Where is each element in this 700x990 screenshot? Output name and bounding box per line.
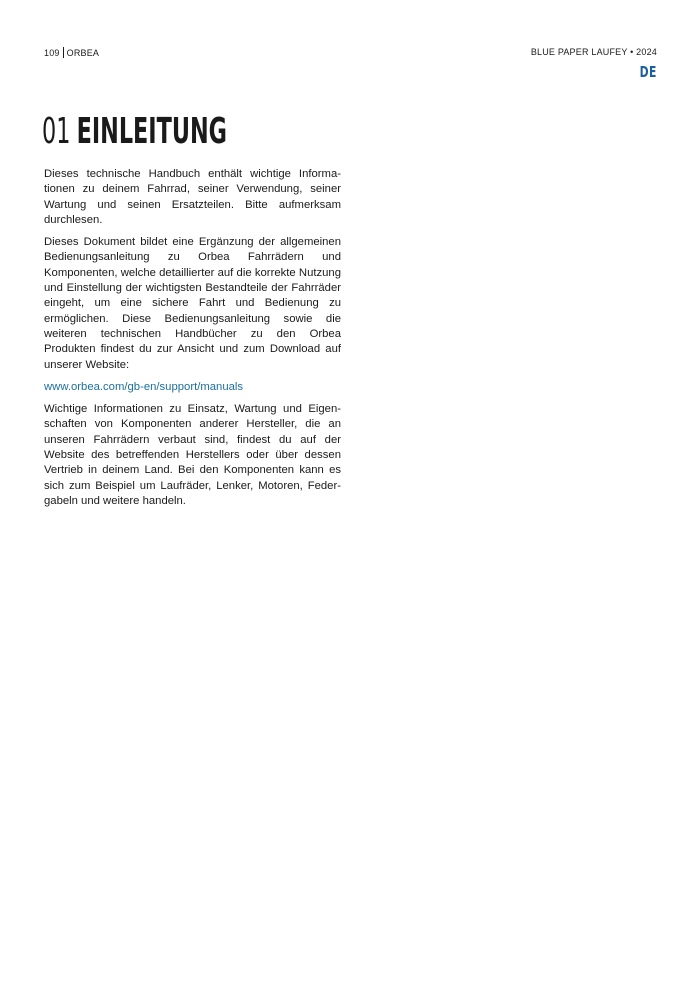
section-body bbox=[44, 167, 341, 516]
manuals-link[interactable]: www.orbea.com/gb-en/support/manuals bbox=[44, 380, 244, 393]
page-header-left bbox=[44, 47, 99, 58]
page-number: 109 bbox=[44, 47, 60, 58]
section-title: EINLEITUNG bbox=[76, 111, 227, 152]
paragraph-intro: Dieses technische Handbuch enthält wichtige Informationen zu deinem Fahrrad, seiner Verwendung, seiner Wartung und seinen Ersatzteilen. Bitte aufmerksam durchlesen. bbox=[44, 168, 341, 226]
header-divider bbox=[63, 47, 64, 58]
paragraph-components: Wichtige Informationen zu Einsatz, Wartung und Eigenschaften von Komponenten anderer Hersteller, die an unseren Fahrrädern verbaut sind, findest du auf der Website des betreffenden Herstellers oder über dessen Vertrieb in deinem Land. Bei den Komponenten kann es sich zum Beispiel um Laufräder, Lenker, Motoren, Federgabeln und weitere handeln. bbox=[44, 403, 341, 507]
language-badge: DE bbox=[639, 63, 657, 81]
paragraph-document: Dieses Dokument bildet eine Ergänzung der allgemeinen Bedienungsanleitung zu Orbea Fahrrädern und Komponenten, welche detaillierter auf die korrekte Nutzung und Einstellung der wichtigsten Bestandteile der Fahrräder eingeht, um eine sichere Fahrt und Bedienung zu ermöglichen. Diese Bedienungsanleitung sowie die weiteren technischen Handbücher zu den Orbea Produkten findest du zur Ansicht und zum Download auf unserer Website: bbox=[44, 236, 341, 371]
brand-name: ORBEA bbox=[66, 47, 100, 58]
section-number: 01 bbox=[42, 111, 71, 152]
document-title: BLUE PAPER LAUFEY • 2024 bbox=[530, 47, 657, 57]
section-heading bbox=[42, 110, 227, 154]
